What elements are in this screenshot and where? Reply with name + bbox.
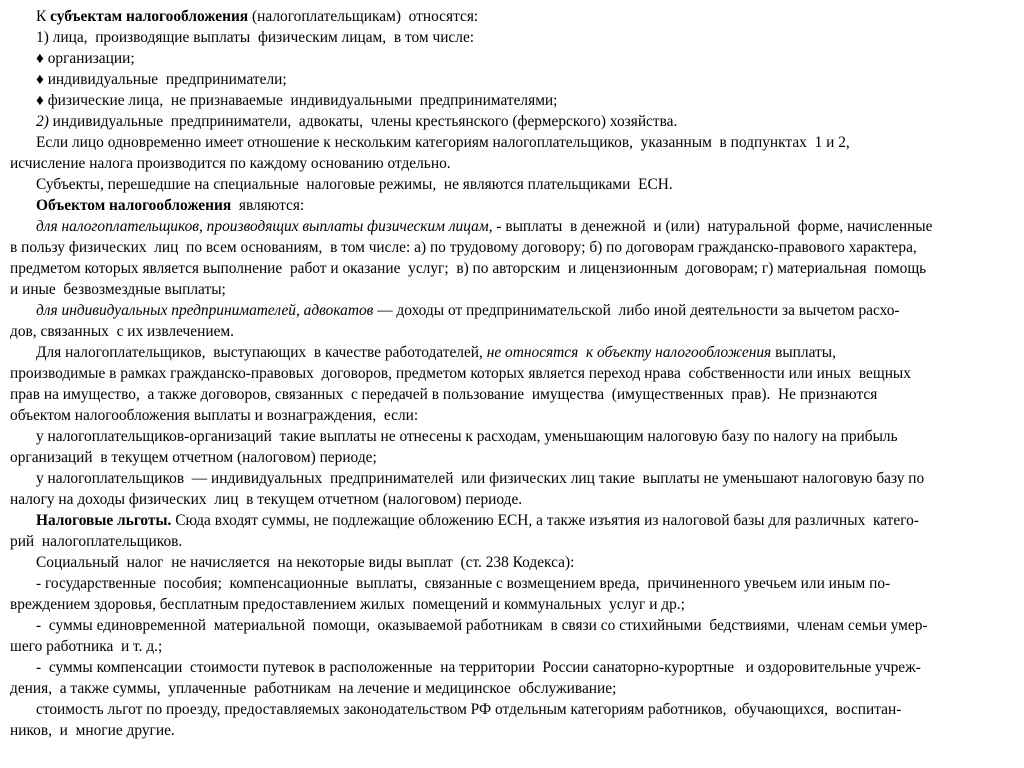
line-33: дения, а также суммы, уплаченные работникам на лечение и медицинское обслуживание; — [10, 680, 617, 697]
line-25: Налоговые льготы. Сюда входят суммы, не подлежащие обложению ЕСН, а также изъятия из налоговой базы для различных катего- — [36, 512, 919, 529]
line-31: шего работника и т. д.; — [10, 638, 163, 655]
line-08: исчисление налога производится по каждому основанию отдельно. — [10, 155, 451, 172]
line-07: Если лицо одновременно имеет отношение к нескольким категориям налогоплательщиков, указанным в подпунктах 1 и 2, — [36, 134, 850, 151]
line-23: у налогоплательщиков — индивидуальных предпринимателей или физических лиц такие выплаты не уменьшают налоговую базу по — [36, 470, 925, 487]
line-09: Субъекты, перешедшие на специальные налоговые режимы, не являются плательщиками ЕСН. — [36, 176, 673, 193]
line-17: Для налогоплательщиков, выступающих в качестве работодателей, не относятся к объекту налогообложения выплаты, — [36, 344, 836, 361]
line-26: рий налогоплательщиков. — [10, 533, 183, 550]
line-14: и иные безвозмездные выплаты; — [10, 281, 226, 298]
line-11: для налогоплательщиков, производящих выплаты физическим лицам, - выплаты в денежной и (или) натуральной форме, начисленные — [36, 218, 933, 235]
line-22: организаций в текущем отчетном (налоговом) периоде; — [10, 449, 377, 466]
line-21: у налогоплательщиков-организаций такие выплаты не отнесены к расходам, уменьшающим налоговую базу по налогу на прибыль — [36, 428, 898, 445]
line-12: в пользу физических лиц по всем основаниям, в том числе: а) по трудовому договору; б) по договорам гражданско-правового характера, — [10, 239, 917, 256]
line-19: прав на имущество, а также договоров, связанных с передачей в пользование имущества (имущественных прав). Не признаются — [10, 386, 878, 403]
line-34: стоимость льгот по проезду, предоставляемых законодательством РФ отдельным категориям работников, обучающихся, воспитан- — [36, 701, 902, 718]
line-27: Социальный налог не начисляется на некоторые виды выплат (ст. 238 Кодекса): — [36, 554, 575, 571]
line-28: - государственные пособия; компенсационные выплаты, связанные с возмещением вреда, причиненного увечьем или иным по- — [36, 575, 891, 592]
line-15: для индивидуальных предпринимателей, адвокатов — доходы от предпринимательской либо иной деятельности за вычетом расхо- — [36, 302, 900, 319]
line-10: Объектом налогообложения являются: — [36, 197, 305, 214]
line-29: вреждением здоровья, бесплатным предоставлением жилых помещений и коммунальных услуг и др.; — [10, 596, 685, 613]
line-18: производимые в рамках гражданско-правовых договоров, предметом которых является переход нрава собственности или иных вещных — [10, 365, 911, 382]
line-05: ♦ физические лица, не признаваемые индивидуальными предпринимателями; — [36, 92, 558, 109]
line-04: ♦ индивидуальные предприниматели; — [36, 71, 287, 88]
line-03: ♦ организации; — [36, 50, 135, 67]
line-20: объектом налогообложения выплаты и вознаграждения, если: — [10, 407, 419, 424]
line-30: - суммы единовременной материальной помощи, оказываемой работникам в связи со стихийными бедствиями, членам семьи умер- — [36, 617, 928, 634]
line-13: предметом которых является выполнение работ и оказание услуг; в) по авторским и лицензионным договорам; г) материальная помощь — [10, 260, 927, 277]
line-06: 2) индивидуальные предприниматели, адвокаты, члены крестьянского (фермерского) хозяйства. — [36, 113, 678, 130]
line-02: 1) лица, производящие выплаты физическим лицам, в том числе: — [36, 29, 475, 46]
line-01: К субъектам налогообложения (налогоплательщикам) относятся: — [36, 8, 479, 25]
line-16: дов, связанных с их извлечением. — [10, 323, 235, 340]
line-35: ников, и многие другие. — [10, 722, 175, 739]
line-24: налогу на доходы физических лиц в текущем отчетном (налоговом) периоде. — [10, 491, 523, 508]
line-32: - суммы компенсации стоимости путевок в расположенные на территории России санаторно-курортные и оздоровительные учреж- — [36, 659, 921, 676]
